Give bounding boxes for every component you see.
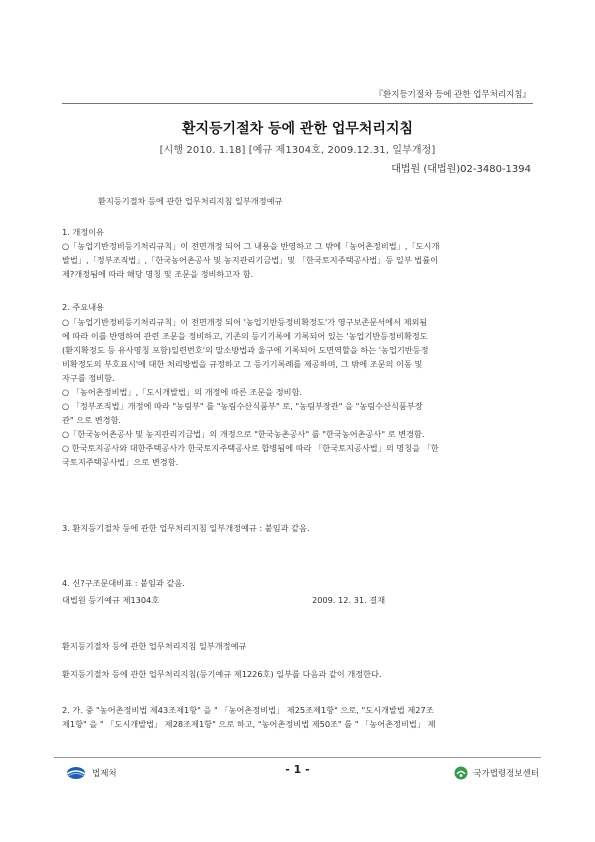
body-line: 제?개정됨에 따라 해당 명칭 및 조문을 정비하고자 함. bbox=[62, 269, 254, 279]
decree-number: 대법원 등기예규 제1304호 bbox=[62, 595, 160, 605]
section-heading: 3. 환지등기절차 등에 관한 업무처리지침 일부개정예규 : 붙임과 같음. bbox=[62, 523, 310, 533]
footer-right-label: 국가법령정보센터 bbox=[473, 769, 539, 779]
body-line: ○「농업기반정비등기처리규칙」이 전면개정 되어 '농업기반등정비확정도'가 영구보존문서에서 제외됨 bbox=[62, 317, 428, 327]
section-heading: 4. 신?구조문대비표 : 붙임과 같음. bbox=[62, 578, 185, 588]
body-line: 비확정도의 부호표시'에 대한 처리방법을 규정하고 그 등기기록례를 제공하며, 그 밖에 조문의 이동 및 bbox=[62, 359, 423, 369]
section-heading: 2. 주요내용 bbox=[62, 302, 105, 312]
body-line: ○「농업기반정비등기처리규칙」이 전면개정 되어 그 내용을 반영하고 그 밖에「농어촌정비법」,「도시개 bbox=[62, 241, 440, 251]
body-line: 관" 으로 변경함. bbox=[62, 415, 122, 425]
body-line: 자구를 정비함. bbox=[62, 373, 115, 383]
body-line: ○ 「정부조직법」개정에 따라 "농림부" 를 "농림수산식품부" 로, "농림부장관" 을 "농림수산식품부장 bbox=[62, 401, 423, 411]
body-line: ○ 「농어촌정비법」,「도시개발법」의 개정에 따른 조문을 정비함. bbox=[62, 387, 303, 397]
body-line: 환지등기절차 등에 관한 업무처리지침 일부개정예규 bbox=[98, 196, 283, 206]
header-divider bbox=[62, 103, 533, 104]
body-line: 2. 가. 중 "농어촌정비법 제43조제1항" 을 " 「농어촌정비법」 제25조제1항" 으로, "도시개발법 제27조 bbox=[62, 705, 434, 715]
footer-right bbox=[454, 766, 539, 780]
body-line: 국토지주택공사법」으로 변경함. bbox=[62, 457, 179, 467]
body-line: ○ 한국토지공사와 대한주택공사가 한국토지주택공사로 합병됨에 따라 「한국토지공사법」의 명칭을 「한 bbox=[62, 443, 439, 453]
footer-divider bbox=[54, 757, 541, 758]
section-heading: 1. 개정이유 bbox=[62, 227, 105, 237]
body-line: 에 따라 이를 반영하여 관련 조문을 정비하고, 기존의 등기기록에 기록되어 있는 '농업기반등정비확정도 bbox=[62, 331, 428, 341]
footer-left-label: 법제처 bbox=[92, 769, 117, 779]
page-number: - 1 - bbox=[285, 763, 310, 776]
body-line: (환지확정도 등 유사명칭 포함)일련번호'의 말소방법과 울구에 기록되어 도면역할을 하는 '농업기반등정 bbox=[62, 345, 429, 355]
header-tag: 『환지등기절차 등에 관한 업무처리지침』 bbox=[374, 90, 531, 100]
issuing-organization: 대법원 (대법원)02-3480-1394 bbox=[391, 164, 531, 175]
body-line: 환지등기절차 등에 관한 업무처리지침(등기예규 제1226호) 일부를 다음과 같이 개정한다. bbox=[62, 669, 382, 679]
body-line: 발법」,「정부조직법」,「한국농어촌공사 및 농지관리기금법」및 「한국토지주택공사법」등 일부 법률이 bbox=[62, 255, 439, 265]
document-meta: [시행 2010. 1.18] [예규 제1304호, 2009.12.31, 일부개정] bbox=[159, 145, 436, 156]
body-line: 제1항" 을 " 「도시개발법」 제28조제1항" 으로 하고, "농어촌정비법 제50조" 를 " 「농어촌정비법」 제 bbox=[62, 719, 436, 729]
approval-date: 2009. 12. 31. 결재 bbox=[312, 595, 386, 605]
law-info-center-logo-icon bbox=[454, 766, 468, 780]
body-line: 환지등기절차 등에 관한 업무처리지침 일부개정예규 bbox=[62, 641, 247, 651]
page-title: 환지등기절차 등에 관한 업무처리지침 bbox=[181, 121, 413, 137]
body-line: ○「한국농어촌공사 및 농지관리기금법」의 개정으로 "한국농촌공사" 를 "한국농어촌공사" 로 변경함. bbox=[62, 429, 425, 439]
